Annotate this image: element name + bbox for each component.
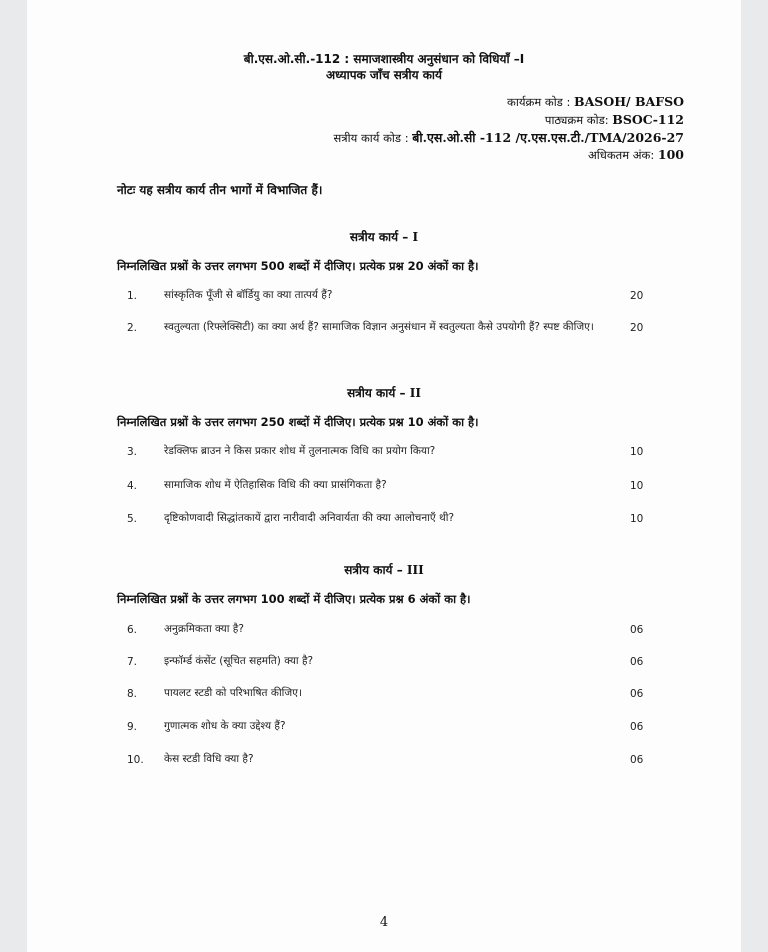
question-marks: 06 bbox=[630, 624, 644, 636]
document-subtitle: अध्यापक जाँच सत्रीय कार्य bbox=[325, 68, 443, 82]
question-text: रेडक्लिफ ब्राउन ने किस प्रकार शोध में तुलनात्मक विधि का प्रयोग किया? bbox=[164, 445, 436, 457]
question-marks: 06 bbox=[630, 721, 644, 733]
section-2-title: सत्रीय कार्य – bbox=[347, 386, 406, 400]
section-2-instruction: निम्नलिखित प्रश्नों के उत्तर लगभग 250 शब्दों में दीजिए। प्रत्येक प्रश्न 10 अंकों का है। bbox=[117, 415, 479, 429]
question-number: 9. bbox=[127, 721, 138, 733]
question-marks: 06 bbox=[630, 754, 644, 766]
assignment-code-line bbox=[334, 129, 684, 146]
question-number: 4. bbox=[127, 480, 138, 492]
document-page bbox=[27, 0, 741, 952]
program-code-line bbox=[507, 94, 684, 110]
section-3-instruction: निम्नलिखित प्रश्नों के उत्तर लगभग 100 शब्दों में दीजिए। प्रत्येक प्रश्न 6 अंकों का है। bbox=[117, 592, 471, 606]
course-code-label: पाठ्यक्रम कोड: bbox=[544, 113, 609, 127]
question-number: 2. bbox=[127, 322, 138, 334]
course-code-line bbox=[545, 112, 684, 128]
question-number: 10. bbox=[127, 754, 144, 766]
question-text: अनुक्रमिकता क्या है? bbox=[164, 623, 244, 635]
assignment-code-value: बी.एस.ओ.सी -112 /ए.एस.एस.टी./TMA/2026-27 bbox=[412, 130, 684, 145]
section-3-roman: III bbox=[406, 563, 424, 577]
question-marks: 20 bbox=[630, 322, 644, 334]
question-number: 8. bbox=[127, 688, 138, 700]
page-number: 4 bbox=[379, 915, 389, 930]
question-number: 7. bbox=[127, 656, 138, 668]
document-title: बी.एस.ओ.सी.-112 : समाजशास्त्रीय अनुसंधान को विधियाँ –I bbox=[243, 52, 525, 66]
program-code-value: BASOH/ BAFSO bbox=[574, 94, 684, 109]
section-2-roman: II bbox=[409, 386, 421, 400]
question-text: दृष्टिकोणवादी सिद्धांतकायें द्वारा नारीवादी अनिवार्यता की क्या आलोचनाएँ थी? bbox=[164, 512, 455, 524]
question-number: 6. bbox=[127, 624, 138, 636]
question-number: 1. bbox=[127, 290, 138, 302]
note-text: नोटः यह सत्रीय कार्य तीन भागों में विभाजित हैं। bbox=[117, 183, 323, 197]
question-text: स्वतुल्यता (रिफ्लेक्सिटी) का क्या अर्थ हैं? सामाजिक विज्ञान अनुसंधान में स्वतुल्यता कैसे उपयोगी हैं? स्पष्ट कीजिए। bbox=[164, 321, 594, 333]
section-1-instruction: निम्नलिखित प्रश्नों के उत्तर लगभग 500 शब्दों में दीजिए। प्रत्येक प्रश्न 20 अंकों का है। bbox=[117, 259, 479, 273]
question-text: पायलट स्टडी को परिभाषित कीजिए। bbox=[164, 687, 302, 699]
question-text: इन्फॉर्म्ड कंसेंट (सूचित सहमति) क्या है? bbox=[164, 655, 314, 667]
question-text: गुणात्मक शोध के क्या उद्देश्य हैं? bbox=[164, 720, 286, 732]
question-text: सामाजिक शोध में ऐतिहासिक विधि की क्या प्रासंगिकता है? bbox=[164, 479, 387, 491]
question-marks: 10 bbox=[630, 513, 644, 525]
section-3-heading bbox=[27, 561, 741, 578]
max-marks-value: 100 bbox=[657, 147, 684, 162]
question-text: केस स्टडी विधि क्या है? bbox=[164, 753, 254, 765]
max-marks-label: अधिकतम अंक: bbox=[588, 148, 655, 162]
assignment-code-label: सत्रीय कार्य कोड : bbox=[333, 131, 409, 145]
question-marks: 06 bbox=[630, 656, 644, 668]
section-3-title: सत्रीय कार्य – bbox=[344, 563, 403, 577]
question-marks: 06 bbox=[630, 688, 644, 700]
question-text: सांस्कृतिक पूँजी से बॉर्डियु का क्या तात्पर्य हैं? bbox=[164, 289, 333, 301]
question-marks: 20 bbox=[630, 290, 644, 302]
program-code-label: कार्यक्रम कोड : bbox=[507, 95, 571, 109]
section-1-roman: I bbox=[412, 230, 419, 244]
section-1-heading bbox=[27, 228, 741, 245]
max-marks-line bbox=[588, 147, 684, 163]
question-marks: 10 bbox=[630, 480, 644, 492]
course-code-value: BSOC-112 bbox=[612, 112, 684, 127]
question-number: 5. bbox=[127, 513, 138, 525]
question-marks: 10 bbox=[630, 446, 644, 458]
question-number: 3. bbox=[127, 446, 138, 458]
section-1-title: सत्रीय कार्य – bbox=[349, 230, 409, 244]
section-2-heading bbox=[27, 384, 741, 401]
